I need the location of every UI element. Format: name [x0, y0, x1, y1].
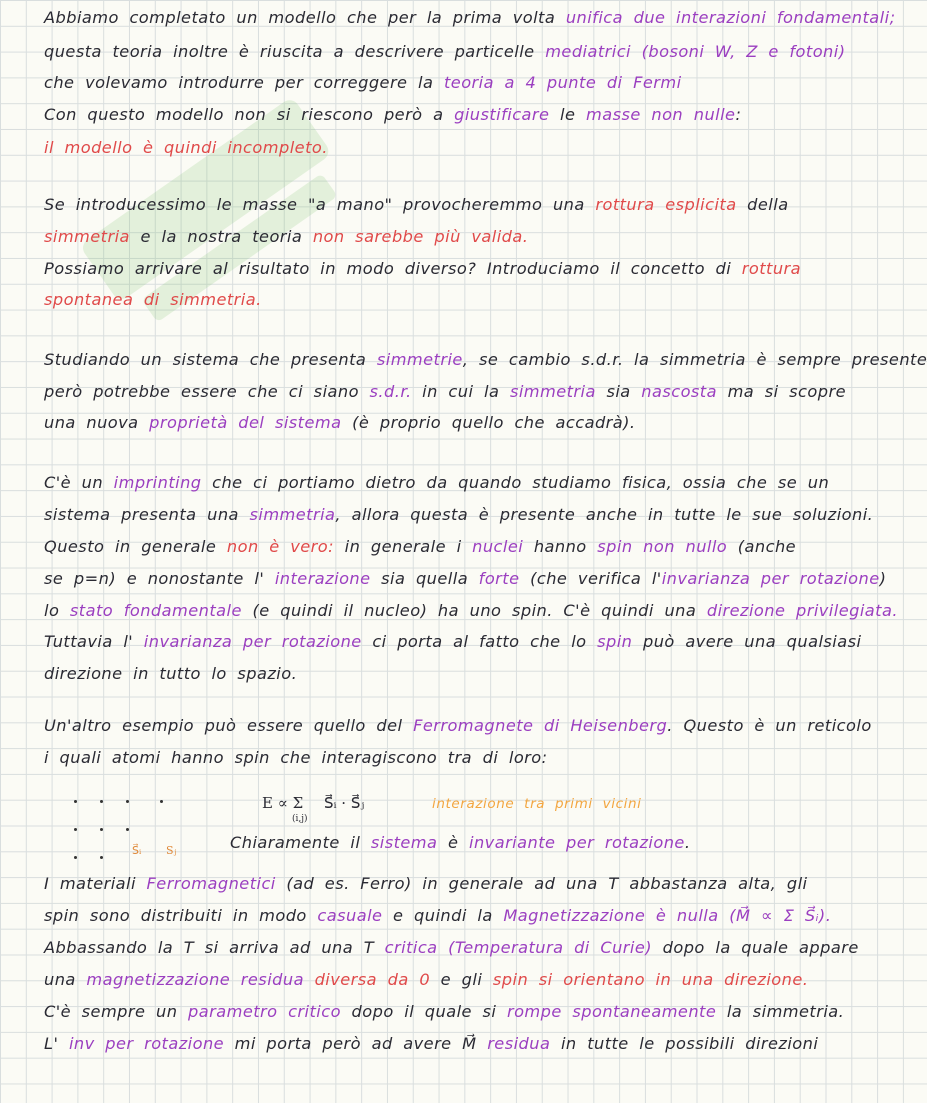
text-segment: Se introducessimo le masse "a mano" provocheremmo una [44, 195, 596, 214]
text-segment: sistema presenta una [44, 505, 250, 524]
text-line [44, 970, 808, 989]
text-line [44, 413, 636, 432]
formula-sub: (i,j) [292, 814, 308, 824]
text-line [44, 537, 796, 556]
text-line [44, 259, 801, 278]
text-line [44, 42, 845, 61]
text-line [44, 290, 262, 309]
text-segment: una nuova [44, 413, 150, 432]
text-segment: nuclei [472, 537, 524, 556]
text-segment: rompe spontaneamente [506, 1002, 717, 1021]
text-line [44, 382, 846, 401]
text-segment: (che verifica l' [519, 569, 662, 588]
text-segment: parametro critico [188, 1002, 341, 1021]
text-segment: interazione [274, 569, 371, 588]
text-segment: ma si scopre [716, 382, 847, 401]
formula-note: interazione tra primi vicini [432, 796, 642, 812]
text-segment: nascosta [641, 382, 717, 401]
text-segment: direzione privilegiata. [706, 601, 898, 620]
text-line [44, 473, 829, 492]
text-segment: ci porta al fatto che lo [361, 632, 598, 651]
text-segment: una [44, 970, 87, 989]
text-segment: L' [44, 1034, 69, 1053]
text-segment: critica [384, 938, 438, 957]
text-segment: spontanea di simmetria. [44, 290, 262, 309]
text-segment: che volevamo introdurre per correggere la [44, 73, 444, 92]
text-line [44, 569, 886, 588]
text-segment: il modello è quindi incompleto. [44, 138, 328, 157]
text-segment: Un'altro esempio può essere quello del [44, 716, 414, 735]
text-segment: (ad es. Ferro) in generale ad una T abbastanza alta, gli [275, 874, 808, 893]
lattice-dot [160, 800, 163, 803]
text-segment: della [736, 195, 789, 214]
text-segment: (e quindi il nucleo) ha uno spin. C'è quindi una [241, 601, 707, 620]
text-segment: direzione in tutto lo spazio. [44, 664, 298, 683]
text-segment: sistema [370, 833, 438, 852]
text-segment: diversa da 0 [314, 970, 431, 989]
text-line [44, 716, 872, 735]
text-segment: s.d.r. [369, 382, 412, 401]
text-segment: invarianza per rotazione [143, 632, 362, 651]
text-segment: giustificare [454, 105, 550, 124]
text-segment: casuale [317, 906, 383, 925]
text-segment: invarianza per rotazione [661, 569, 880, 588]
text-segment: rottura [741, 259, 802, 278]
lattice-dot [100, 856, 103, 859]
text-line [44, 195, 789, 214]
text-line [44, 1034, 818, 1053]
text-segment: questa teoria inoltre è riuscita a descrivere particelle [44, 42, 546, 61]
text-segment: i quali atomi hanno spin che interagiscono tra di loro: [44, 748, 548, 767]
lattice-dot [126, 828, 129, 831]
text-segment: rottura esplicita [595, 195, 737, 214]
text-line [44, 227, 528, 246]
text-segment: non è vero: [226, 537, 335, 556]
text-segment: I materiali [44, 874, 147, 893]
text-segment: hanno [523, 537, 598, 556]
text-segment: ) [879, 569, 887, 588]
spin-label-j: Sⱼ [166, 844, 177, 857]
text-segment: Abbiamo completato un modello che per la prima volta [44, 8, 566, 27]
text-line [44, 105, 741, 124]
text-segment: inv per rotazione [68, 1034, 225, 1053]
lattice-dot [74, 856, 77, 859]
text-line [230, 833, 690, 852]
text-line [44, 138, 328, 157]
text-segment: magnetizzazione residua [86, 970, 304, 989]
text-segment: Ferromagnete di Heisenberg [413, 716, 668, 735]
lattice-dot [100, 800, 103, 803]
lattice-dot [100, 828, 103, 831]
text-segment: lo [44, 601, 70, 620]
text-segment: in tutte le possibili direzioni [550, 1034, 819, 1053]
text-segment: Tuttavia l' [44, 632, 144, 651]
text-segment: spin non nullo [597, 537, 728, 556]
lattice-dot [126, 800, 129, 803]
text-segment: può avere una qualsiasi [632, 632, 862, 651]
text-segment: (anche [727, 537, 797, 556]
text-line [44, 1002, 844, 1021]
text-line [44, 938, 859, 957]
text-segment: è [437, 833, 470, 852]
text-segment: proprietà del sistema [149, 413, 342, 432]
text-line [44, 505, 873, 524]
text-segment: spin sono distribuiti in modo [44, 906, 318, 925]
text-segment: sia quella [370, 569, 479, 588]
text-segment: simmetria [249, 505, 336, 524]
text-segment: Possiamo arrivare al risultato in modo diverso? Introduciamo il concetto di [44, 259, 742, 278]
text-segment: simmetria [509, 382, 596, 401]
text-segment: stato fondamentale [69, 601, 242, 620]
text-segment: forte [478, 569, 520, 588]
text-segment: e gli [430, 970, 493, 989]
text-segment: spin si orientano in una direzione. [492, 970, 809, 989]
text-segment: Studiando un sistema che presenta [44, 350, 377, 369]
text-segment: Magnetizzazione è nulla (M⃗ ∝ Σ S⃗ᵢ). [503, 906, 832, 925]
text-line [44, 748, 548, 767]
formula-rhs: S⃗ᵢ · S⃗ⱼ [324, 794, 365, 812]
text-segment [438, 938, 449, 957]
text-segment: in generale i [334, 537, 473, 556]
text-segment: Abbassando la T si arriva ad una T [44, 938, 385, 957]
text-segment: e quindi la [382, 906, 504, 925]
text-segment: spin [597, 632, 633, 651]
text-segment: imprinting [113, 473, 202, 492]
text-segment: dopo la quale appare [652, 938, 859, 957]
text-line [44, 73, 682, 92]
text-segment: (Temperatura di Curie) [448, 938, 653, 957]
text-segment: : [735, 105, 742, 124]
text-segment: e la nostra teoria [129, 227, 313, 246]
text-segment: . Questo è un reticolo [667, 716, 872, 735]
text-line [44, 8, 895, 27]
text-segment: , allora questa è presente anche in tutte le sue soluzioni. [335, 505, 874, 524]
text-segment: le [549, 105, 586, 124]
text-segment: se p=n) e nonostante l' [44, 569, 275, 588]
text-segment: in cui la [411, 382, 510, 401]
text-segment: . [684, 833, 691, 852]
text-line [44, 906, 831, 925]
text-line [44, 632, 861, 651]
text-segment: Ferromagnetici [146, 874, 276, 893]
text-segment: Chiaramente il [230, 833, 371, 852]
text-segment: Con questo modello non si riescono però a [44, 105, 455, 124]
text-segment: simmetrie [376, 350, 463, 369]
text-segment: la simmetria. [716, 1002, 845, 1021]
text-line [44, 664, 297, 683]
text-segment: teoria a 4 punte di Fermi [443, 73, 682, 92]
text-segment: , se cambio s.d.r. la simmetria è sempre presente [462, 350, 927, 369]
text-segment: che ci portiamo dietro da quando studiamo fisica, ossia che se un [201, 473, 830, 492]
text-segment: sia [595, 382, 642, 401]
formula-lhs: E ∝ Σ [262, 794, 304, 812]
text-segment: C'è sempre un [44, 1002, 189, 1021]
text-segment: mediatrici (bosoni W, Z e fotoni) [545, 42, 846, 61]
text-segment: Questo in generale [44, 537, 227, 556]
text-segment: C'è un [44, 473, 114, 492]
text-segment: simmetria [44, 227, 130, 246]
text-segment: dopo il quale si [340, 1002, 507, 1021]
text-segment [304, 970, 315, 989]
text-segment: unifica due interazioni fondamentali; [565, 8, 896, 27]
text-line [44, 874, 807, 893]
text-segment: però potrebbe essere che ci siano [44, 382, 370, 401]
spin-label-i: S⃗ᵢ [132, 844, 142, 857]
text-segment: (è proprio quello che accadrà). [341, 413, 636, 432]
text-line [44, 350, 927, 369]
text-segment: non sarebbe più valida. [312, 227, 529, 246]
text-line [44, 601, 898, 620]
text-segment: mi porta però ad avere M⃗ [224, 1034, 488, 1053]
lattice-dot [74, 828, 77, 831]
lattice-dot [74, 800, 77, 803]
text-segment: residua [487, 1034, 551, 1053]
text-segment: invariante per rotazione [469, 833, 685, 852]
text-segment: masse non nulle [586, 105, 736, 124]
